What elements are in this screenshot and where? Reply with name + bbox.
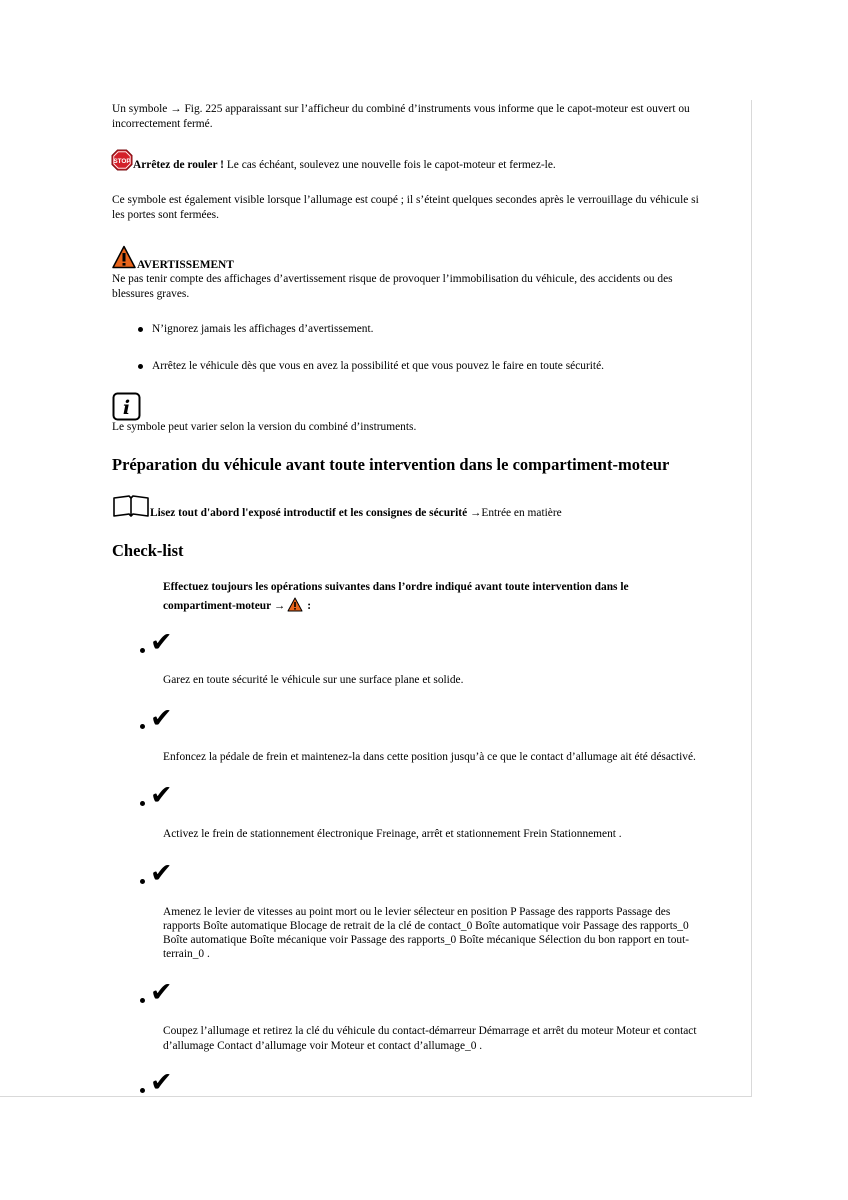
stop-notice-bold: Arrêtez de rouler ! bbox=[133, 159, 224, 171]
warning-icon bbox=[112, 245, 136, 269]
check-icon: ✔ bbox=[150, 703, 173, 734]
section-heading: Préparation du véhicule avant toute intervention dans le compartiment-moteur bbox=[112, 455, 670, 474]
checklist-intro-text: compartiment-moteur → bbox=[163, 600, 286, 612]
check-icon: ✔ bbox=[150, 858, 173, 889]
checklist-item-4-line-3: Boîte automatique Boîte mécanique voir Passage des rapports_0 Boîte mécanique Sélection du bon rapport en tout- bbox=[163, 934, 690, 946]
checklist-item-1: Garez en toute sécurité le véhicule sur une surface plane et solide. bbox=[163, 674, 464, 686]
visibility-notice-line-2: les portes sont fermées. bbox=[112, 209, 219, 221]
checklist-item-2: Enfoncez la pédale de frein et maintenez-la dans cette position jusqu’à ce que le contact d’allumage ait été désactivé. bbox=[163, 751, 696, 763]
visibility-notice-line-1: Ce symbole est également visible lorsque l’allumage est coupé ; il s’éteint quelques secondes après le verrouillage du véhicule si bbox=[112, 194, 699, 206]
checklist-item-4-line-2: rapports Boîte automatique Blocage de retrait de la clé de contact_0 Boîte automatique voir Passage des rapports_0 bbox=[163, 920, 689, 932]
checklist-item-4-line-1: Amenez le levier de vitesses au point mort ou le levier sélecteur en position P Passage des rapports Passage des bbox=[163, 906, 671, 918]
checklist-intro-line-1: Effectuez toujours les opérations suivantes dans l’ordre indiqué avant toute intervention dans le bbox=[163, 581, 629, 593]
warning-text-line-2: blessures graves. bbox=[112, 288, 190, 300]
bullet-dot bbox=[140, 879, 145, 884]
info-note-text: Le symbole peut varier selon la version du combiné d’instruments. bbox=[112, 421, 417, 433]
warning-bullet-1: N’ignorez jamais les affichages d’avertissement. bbox=[152, 323, 374, 335]
checklist-item-3: Activez le frein de stationnement électronique Freinage, arrêt et stationnement Frein Stationnement . bbox=[163, 828, 622, 840]
stop-sign-label: STOP bbox=[113, 157, 131, 165]
hood-notice-line-2: incorrectement fermé. bbox=[112, 118, 213, 130]
bullet-dot bbox=[138, 327, 143, 332]
book-icon bbox=[112, 494, 150, 518]
warning-title: AVERTISSEMENT bbox=[137, 259, 234, 271]
checklist-item-4-line-4: terrain_0 . bbox=[163, 948, 210, 960]
stop-notice bbox=[133, 158, 556, 173]
warning-bullet-2: Arrêtez le véhicule dès que vous en avez la possibilité et que vous pouvez le faire en toute sécurité. bbox=[152, 360, 604, 372]
check-icon: ✔ bbox=[150, 627, 173, 658]
info-icon-letter: i bbox=[122, 397, 131, 419]
check-icon: ✔ bbox=[150, 1067, 173, 1098]
bullet-dot bbox=[138, 364, 143, 369]
checklist-heading: Check-list bbox=[112, 541, 184, 560]
checklist-item-5-line-1: Coupez l’allumage et retirez la clé du véhicule du contact-démarreur Démarrage et arrêt du moteur Moteur et contact bbox=[163, 1025, 697, 1037]
warning-text-line-1: Ne pas tenir compte des affichages d’avertissement risque de provoquer l’immobilisation du véhicule, des accidents ou des bbox=[112, 273, 673, 285]
check-icon: ✔ bbox=[150, 780, 173, 811]
checklist-intro-line-2 bbox=[163, 597, 311, 614]
checklist-item-5-line-2: d’allumage Contact d’allumage voir Moteur et contact d’allumage_0 . bbox=[163, 1040, 483, 1052]
bullet-dot bbox=[140, 998, 145, 1003]
bullet-dot bbox=[140, 724, 145, 729]
check-icon: ✔ bbox=[150, 977, 173, 1008]
checklist-intro-colon: : bbox=[307, 600, 312, 612]
bullet-dot bbox=[140, 1088, 145, 1093]
stop-sign-icon bbox=[111, 149, 133, 171]
read-first-line bbox=[150, 506, 562, 521]
read-first-bold: Lisez tout d'abord l'exposé introductif et les consignes de sécurité bbox=[150, 507, 468, 519]
warning-small-icon bbox=[287, 597, 303, 612]
bullet-dot bbox=[140, 801, 145, 806]
info-icon bbox=[112, 392, 141, 421]
bullet-dot bbox=[140, 648, 145, 653]
stop-notice-text: Le cas échéant, soulevez une nouvelle fois le capot-moteur et fermez-le. bbox=[223, 159, 556, 171]
read-first-link[interactable]: →Entrée en matière bbox=[467, 507, 562, 519]
hood-notice-line-1: Un symbole → Fig. 225 apparaissant sur l’afficheur du combiné d’instruments vous informe que le capot-moteur est ouvert ou bbox=[112, 103, 690, 115]
